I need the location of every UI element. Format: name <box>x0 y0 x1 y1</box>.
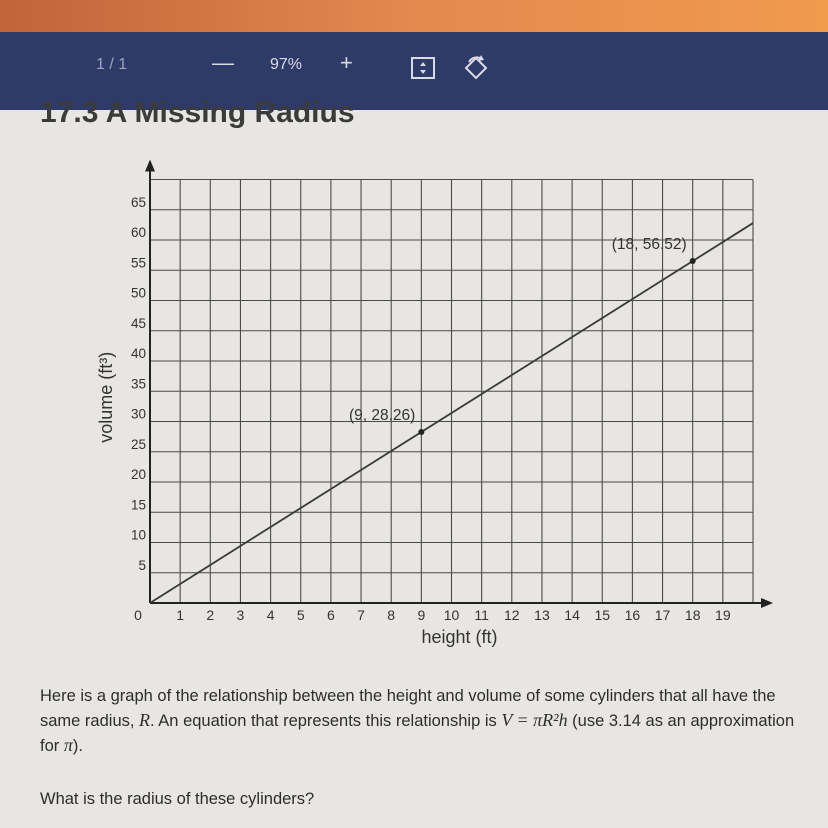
rotate-icon <box>462 54 490 82</box>
rotate-button[interactable] <box>462 54 490 82</box>
x-tick-label: 16 <box>624 607 641 623</box>
x-axis-title: height (ft) <box>421 627 498 647</box>
x-tick-label: 13 <box>534 607 550 623</box>
y-tick-label: 55 <box>130 255 146 271</box>
problem-text-part-1: Here is a graph of the relationship between the height and volume of some cylinders that all have the same radius, <box>40 687 776 730</box>
y-tick-label: 30 <box>130 406 146 422</box>
x-tick-label: 8 <box>387 607 396 623</box>
y-tick-label: 35 <box>130 376 146 392</box>
problem-text-part-2: . An equation that represents this relationship is <box>150 712 502 730</box>
x-tick-label: 2 <box>206 607 215 623</box>
radius-variable: R <box>139 710 151 730</box>
y-tick-label: 65 <box>130 194 146 210</box>
x-tick-label: 11 <box>474 607 489 623</box>
x-tick-label: 12 <box>504 607 520 623</box>
y-tick-label: 50 <box>130 285 146 301</box>
zoom-level: 97% <box>270 56 303 73</box>
y-tick-label: 25 <box>130 436 146 452</box>
page-title: 17.3 A Missing Radius <box>40 96 355 129</box>
problem-text-part-4: ). <box>72 737 83 755</box>
fit-page-icon <box>410 56 436 80</box>
y-tick-label: 5 <box>138 557 146 573</box>
x-tick-label: 17 <box>654 607 671 623</box>
y-tick-label: 60 <box>130 225 146 240</box>
zoom-out-button[interactable]: — <box>212 50 234 75</box>
x-tick-label: 14 <box>564 607 580 623</box>
y-tick-label: 10 <box>130 527 146 543</box>
y-tick-label: 40 <box>130 346 146 361</box>
data-point <box>418 429 424 435</box>
question-text: What is the radius of these cylinders? <box>40 790 315 808</box>
x-tick-label: 6 <box>327 607 335 623</box>
x-tick-label: 9 <box>417 607 426 623</box>
background-strip <box>0 0 828 32</box>
data-point-label: (9, 28.26) <box>348 407 416 425</box>
x-tick-label: 5 <box>296 607 305 623</box>
x-tick-label: 19 <box>715 607 731 623</box>
problem-text <box>40 684 810 758</box>
x-tick-label: 10 <box>443 607 460 623</box>
y-tick-label: 20 <box>130 467 146 482</box>
height-volume-chart <box>0 110 828 670</box>
x-tick-label: 7 <box>357 607 365 623</box>
fit-page-button[interactable] <box>410 56 436 80</box>
data-point-label: (18, 56.52) <box>611 236 687 254</box>
origin-label: 0 <box>134 607 142 623</box>
x-tick-label: 15 <box>594 607 611 623</box>
page-count: 1 / 1 <box>96 56 128 73</box>
x-tick-label: 18 <box>684 607 701 623</box>
y-tick-label: 15 <box>130 497 146 513</box>
problem-text-part-3: (use 3.14 as an approximation for <box>40 712 795 755</box>
document-page <box>0 96 828 828</box>
y-tick-label: 45 <box>130 315 146 331</box>
x-tick-label: 4 <box>266 607 275 623</box>
data-point <box>690 258 696 264</box>
x-axis-arrow <box>761 598 773 608</box>
x-tick-label: 1 <box>176 607 185 623</box>
y-axis-arrow <box>145 160 155 172</box>
y-axis-title: volume (ft³) <box>96 351 116 443</box>
zoom-in-button[interactable]: + <box>340 50 353 75</box>
volume-equation: V = πR²h <box>501 710 568 730</box>
x-tick-label: 3 <box>236 607 245 623</box>
pi-symbol: π <box>63 735 73 755</box>
